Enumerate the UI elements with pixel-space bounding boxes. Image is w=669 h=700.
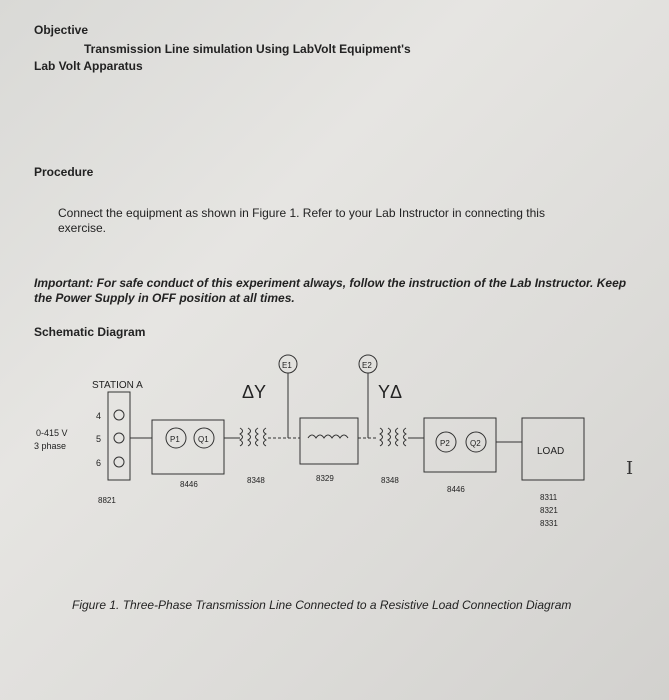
objective-label: Objective bbox=[34, 23, 89, 37]
transformer-1-symbol: ΔY bbox=[242, 382, 267, 402]
code-meter-1: 8446 bbox=[180, 480, 198, 489]
station-label: STATION A bbox=[92, 380, 143, 391]
procedure-line-1: Connect the equipment as shown in Figure 1. Refer to your Lab Instructor in connecting this bbox=[58, 206, 545, 220]
schematic-diagram bbox=[0, 340, 669, 550]
terminal-5-label: 5 bbox=[96, 434, 102, 444]
code-tx-2: 8348 bbox=[381, 476, 399, 485]
meter-e1-label: E1 bbox=[282, 361, 292, 370]
meter-p1-label: P1 bbox=[170, 435, 180, 444]
supply-phase: 3 phase bbox=[34, 441, 67, 451]
load-code-1: 8311 bbox=[540, 493, 558, 502]
load-code-3: 8331 bbox=[540, 519, 558, 528]
objective-text: Transmission Line simulation Using LabVolt Equipment's bbox=[84, 42, 411, 56]
terminal-4-label: 4 bbox=[96, 411, 102, 421]
terminal-5 bbox=[114, 433, 124, 443]
meter-q2-label: Q2 bbox=[470, 439, 481, 448]
line-module bbox=[300, 418, 358, 464]
load-code-2: 8321 bbox=[540, 506, 558, 515]
transformer-1-coils bbox=[240, 428, 266, 446]
procedure-line-2: exercise. bbox=[58, 221, 107, 235]
schematic-label: Schematic Diagram bbox=[34, 325, 146, 339]
meter-p2-label: P2 bbox=[440, 439, 450, 448]
line-inductor bbox=[308, 435, 348, 438]
code-tx-1: 8348 bbox=[247, 476, 265, 485]
meter-module-1 bbox=[152, 420, 224, 474]
supply-voltage: 0-415 V bbox=[36, 428, 68, 438]
code-line: 8329 bbox=[316, 474, 334, 483]
procedure-label: Procedure bbox=[34, 165, 94, 179]
figure-caption: Figure 1. Three-Phase Transmission Line Connected to a Resistive Load Connection Diagram bbox=[72, 598, 572, 612]
station-code: 8821 bbox=[98, 496, 116, 505]
meter-q1-label: Q1 bbox=[198, 435, 209, 444]
load-label: LOAD bbox=[537, 446, 565, 457]
important-line-2: the Power Supply in OFF position at all times. bbox=[34, 291, 295, 305]
transformer-2-coils bbox=[380, 428, 406, 446]
terminal-6-label: 6 bbox=[96, 458, 102, 468]
apparatus-label: Lab Volt Apparatus bbox=[34, 59, 143, 73]
transformer-2-symbol: YΔ bbox=[378, 382, 403, 402]
meter-e2-label: E2 bbox=[362, 361, 372, 370]
terminal-6 bbox=[114, 457, 124, 467]
text-cursor-icon: I bbox=[626, 458, 634, 479]
important-line-1: Important: For safe conduct of this experiment always, follow the instruction of the Lab Instructor. Keep bbox=[34, 276, 627, 290]
terminal-4 bbox=[114, 410, 124, 420]
code-meter-2: 8446 bbox=[447, 485, 465, 494]
